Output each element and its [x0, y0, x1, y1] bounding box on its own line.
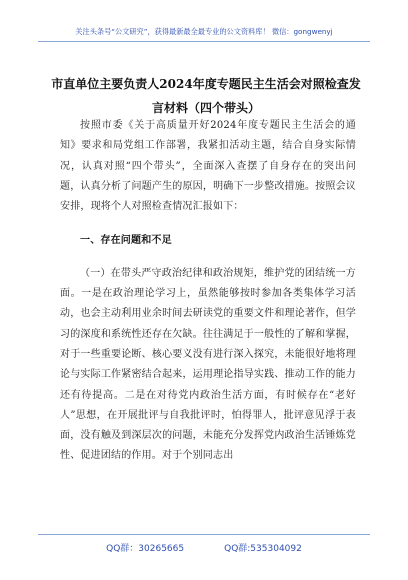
section-paragraph: （一）在带头严守政治纪律和政治规矩，维护党的团结统一方面。一是在政治理论学习上，虽然能够按时参加各类集体学习活动，也会主动利用业余时间去研读党的重要文件和理论著作，但学习的深度和系统性还存在欠缺。往往满足于一般性的了解和掌握，对于一些重要论断、核心要义没有进行深入探究，未能很好地将理论与实际工作紧密结合起来，运用理论指导实践、推动工作的能力还有待提高。二是在对待党内政治生活方面，有时候存在“老好人”思想，在开展批评与自我批评时，怕得罪人，批评意见浮于表面，没有触及到深层次的问题，未能充分发挥党内政治生活锤炼党性、促进团结的作用。对于个别同志出 — [60, 267, 356, 462]
document-title: 市直单位主要负责人2024年度专题民主生活会对照检查发言材料（四个带头） — [51, 77, 361, 115]
header-banner: 关注头条号“公文研究”，获得最新最全最专业的公文资料库！ 微信：gongwenyj — [38, 27, 370, 42]
intro-paragraph: 按照市委《关于高质量开好2024年度专题民主生活会的通知》要求和局党组工作部署，我紧扣活动主题，结合自身实际情况，认真对照“四个带头”，全面深入查摆了自身存在的突出问题，认真分析了问题产生的原因，明确下一步整改措施。按照会议安排，现将个人对照检查情况汇报如下： — [60, 120, 356, 213]
footer — [38, 534, 370, 554]
footer-qq-group-2: QQ群:535304092 — [224, 544, 302, 554]
footer-qq-group-1: QQ群：30265665 — [106, 544, 185, 554]
document-body — [60, 116, 356, 467]
section-heading: 一、存在问题和不足 — [80, 235, 172, 247]
